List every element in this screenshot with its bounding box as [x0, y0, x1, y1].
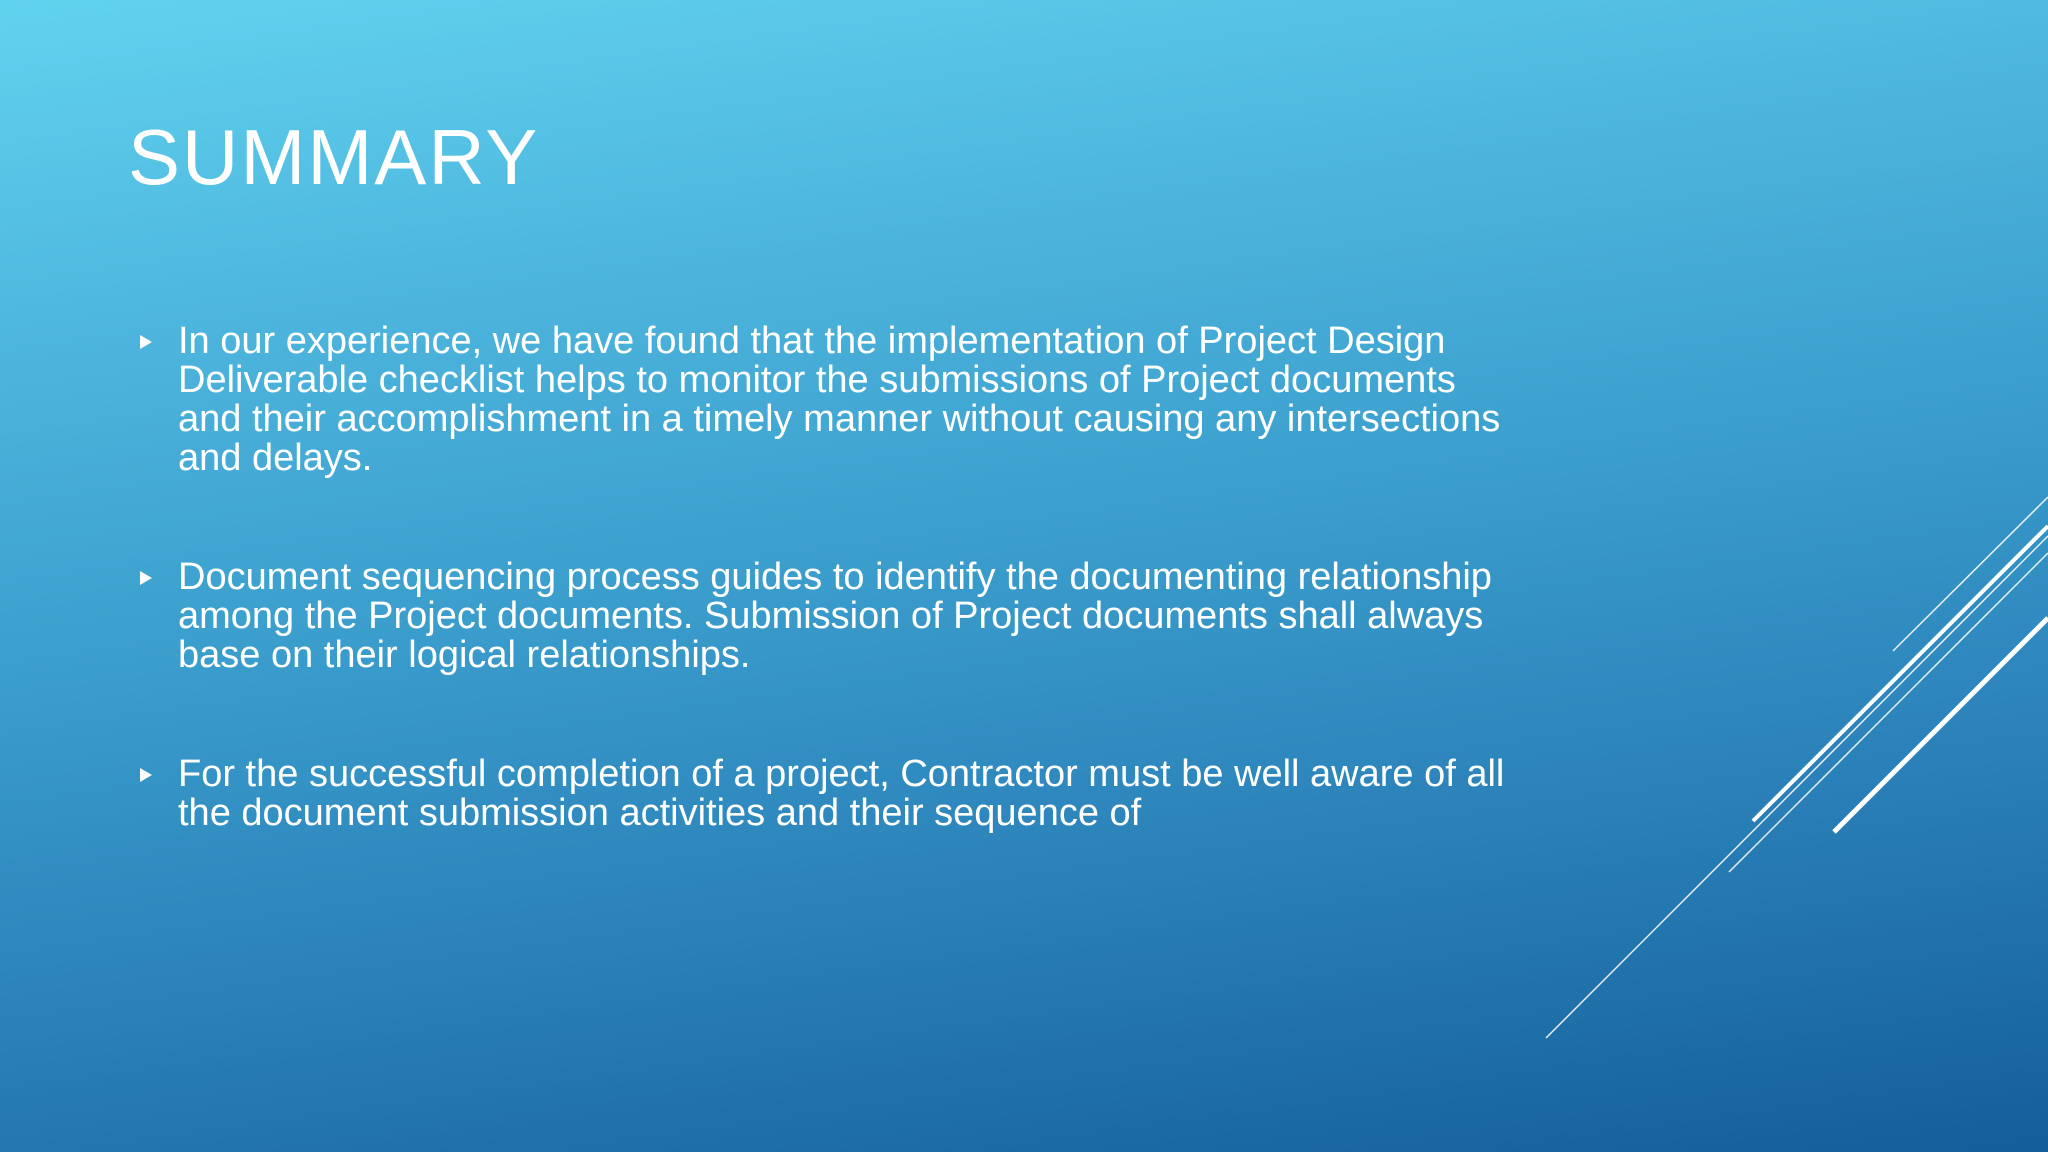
slide-title: SUMMARY — [128, 113, 540, 201]
bullet-text: In our experience, we have found that the implementation of Project Design Deliverable checklist helps to monitor the submissions of Project documents and their accomplishment in a timely manner without causing any intersections and delays. — [178, 320, 1501, 479]
bullet-text: Document sequencing process guides to identify the documenting relationship among the Project documents. Submission of Project documents shall always base on their logical relationships. — [178, 556, 1492, 676]
decor-line — [1834, 618, 2048, 832]
decor-line — [1753, 526, 2048, 821]
decor-line — [1893, 497, 2048, 651]
decor-line — [1546, 536, 2048, 1038]
bullet-text: For the successful completion of a project, Contractor must be well aware of all the document submission activities and their sequence of — [178, 753, 1505, 834]
decor-line — [1729, 553, 2048, 872]
